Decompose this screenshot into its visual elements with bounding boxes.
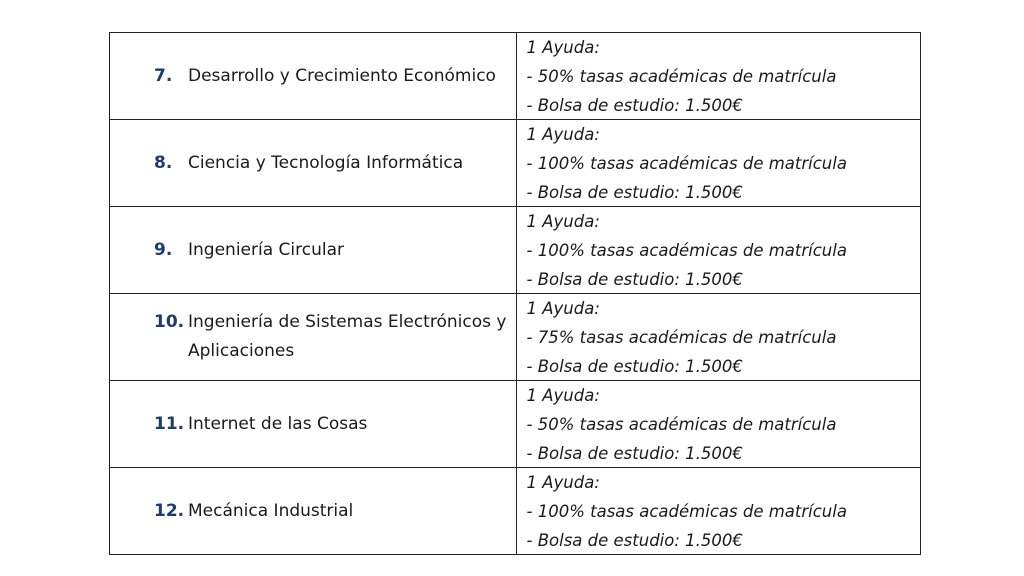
aid-grant: - Bolsa de estudio: 1.500€: [526, 269, 743, 289]
program-name: Desarrollo y Crecimiento Económico: [188, 65, 496, 86]
scholarship-table: [109, 32, 921, 555]
program-cell: [110, 120, 517, 207]
aid-title: 1 Ayuda:: [526, 298, 600, 318]
program-number: 11.: [154, 413, 185, 434]
aid-tuition: - 50% tasas académicas de matrícula: [526, 414, 837, 434]
aid-tuition: - 75% tasas académicas de matrícula: [526, 327, 837, 347]
aid-cell: [516, 294, 921, 381]
aid-grant: - Bolsa de estudio: 1.500€: [526, 443, 743, 463]
aid-title: 1 Ayuda:: [526, 472, 600, 492]
program-number: 9.: [154, 239, 173, 260]
aid-tuition: - 100% tasas académicas de matrícula: [526, 240, 847, 260]
aid-grant: - Bolsa de estudio: 1.500€: [526, 356, 743, 376]
aid-cell: [516, 120, 921, 207]
aid-grant: - Bolsa de estudio: 1.500€: [526, 530, 743, 550]
aid-tuition: - 100% tasas académicas de matrícula: [526, 501, 847, 521]
aid-title: 1 Ayuda:: [526, 211, 600, 231]
program-number: 10.: [154, 312, 185, 332]
program-name: Ciencia y Tecnología Informática: [188, 152, 464, 173]
table-row: [110, 294, 921, 381]
program-name: Ingeniería de Sistemas Electrónicos y Aplicaciones: [188, 312, 507, 361]
program-cell: [110, 207, 517, 294]
table-row: [110, 468, 921, 555]
aid-grant: - Bolsa de estudio: 1.500€: [526, 182, 743, 202]
table-row: [110, 33, 921, 120]
aid-cell: [516, 381, 921, 468]
program-cell: [110, 381, 517, 468]
program-number: 12.: [154, 500, 185, 521]
program-cell: [110, 294, 517, 381]
aid-title: 1 Ayuda:: [526, 124, 600, 144]
table-row: [110, 120, 921, 207]
aid-title: 1 Ayuda:: [526, 385, 600, 405]
aid-cell: [516, 207, 921, 294]
table-row: [110, 381, 921, 468]
aid-title: 1 Ayuda:: [526, 37, 600, 57]
program-cell: [110, 468, 517, 555]
program-name: Internet de las Cosas: [188, 413, 368, 434]
aid-tuition: - 50% tasas académicas de matrícula: [526, 66, 837, 86]
program-cell: [110, 33, 517, 120]
program-number: 8.: [154, 152, 173, 173]
aid-cell: [516, 33, 921, 120]
program-name: Ingeniería Circular: [188, 239, 344, 260]
aid-cell: [516, 468, 921, 555]
aid-grant: - Bolsa de estudio: 1.500€: [526, 95, 743, 115]
aid-tuition: - 100% tasas académicas de matrícula: [526, 153, 847, 173]
program-name: Mecánica Industrial: [188, 500, 354, 521]
table-row: [110, 207, 921, 294]
program-number: 7.: [154, 65, 173, 86]
